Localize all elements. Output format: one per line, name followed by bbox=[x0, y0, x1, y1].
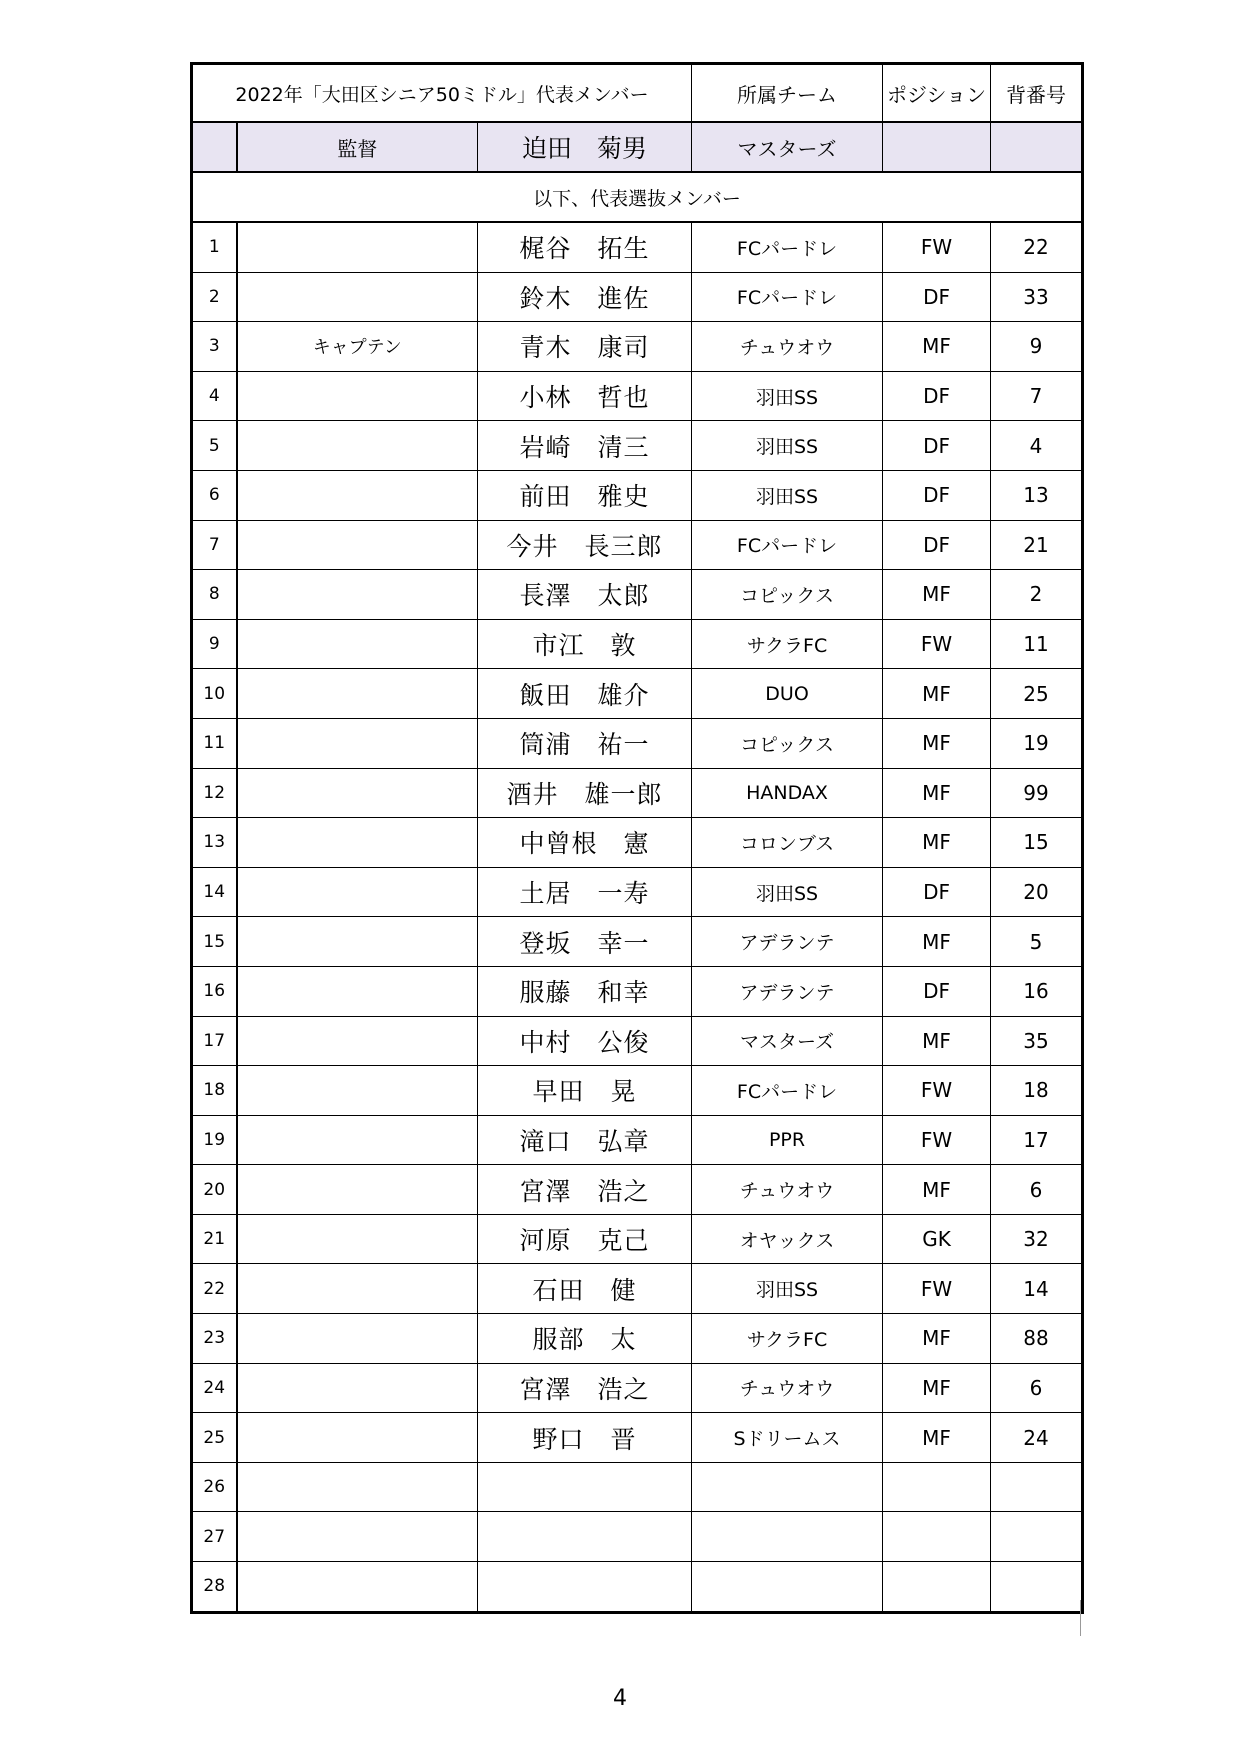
player-no: 18 bbox=[192, 1066, 237, 1116]
player-team: アデランテ bbox=[692, 966, 883, 1016]
player-no: 4 bbox=[192, 371, 237, 421]
table-row bbox=[192, 1562, 1083, 1613]
player-team: 羽田SS bbox=[692, 470, 883, 520]
player-role bbox=[237, 1115, 478, 1165]
player-team bbox=[692, 1562, 883, 1613]
player-no: 27 bbox=[192, 1512, 237, 1562]
player-number: 32 bbox=[991, 1214, 1083, 1264]
player-role bbox=[237, 718, 478, 768]
player-position: GK bbox=[883, 1214, 991, 1264]
position-column-header: ポジション bbox=[883, 64, 991, 123]
table-row bbox=[192, 1512, 1083, 1562]
player-role bbox=[237, 470, 478, 520]
player-position: MF bbox=[883, 669, 991, 719]
player-number: 5 bbox=[991, 917, 1083, 967]
coach-role: 監督 bbox=[237, 122, 478, 172]
player-no: 24 bbox=[192, 1363, 237, 1413]
player-position: DF bbox=[883, 371, 991, 421]
player-position: MF bbox=[883, 322, 991, 372]
player-position: FW bbox=[883, 619, 991, 669]
player-position: MF bbox=[883, 818, 991, 868]
player-role bbox=[237, 1264, 478, 1314]
table-row bbox=[192, 718, 1083, 768]
player-name: 宮澤 浩之 bbox=[478, 1165, 692, 1215]
player-team: 羽田SS bbox=[692, 1264, 883, 1314]
table-row bbox=[192, 1363, 1083, 1413]
player-position: MF bbox=[883, 1314, 991, 1364]
subheader-row bbox=[192, 172, 1083, 222]
player-team: サクラFC bbox=[692, 619, 883, 669]
player-position: FW bbox=[883, 1115, 991, 1165]
player-team: FCパードレ bbox=[692, 222, 883, 272]
player-role bbox=[237, 818, 478, 868]
player-position: MF bbox=[883, 917, 991, 967]
player-number: 21 bbox=[991, 520, 1083, 570]
player-number: 20 bbox=[991, 867, 1083, 917]
player-number bbox=[991, 1512, 1083, 1562]
player-team: コピックス bbox=[692, 718, 883, 768]
player-no: 14 bbox=[192, 867, 237, 917]
table-row bbox=[192, 272, 1083, 322]
coach-no-cell bbox=[192, 122, 237, 172]
player-number: 35 bbox=[991, 1016, 1083, 1066]
table-row bbox=[192, 966, 1083, 1016]
player-name: 中村 公俊 bbox=[478, 1016, 692, 1066]
player-position: MF bbox=[883, 1165, 991, 1215]
player-role bbox=[237, 1314, 478, 1364]
table-row bbox=[192, 619, 1083, 669]
player-number: 11 bbox=[991, 619, 1083, 669]
player-number: 13 bbox=[991, 470, 1083, 520]
table-row bbox=[192, 570, 1083, 620]
player-number: 6 bbox=[991, 1363, 1083, 1413]
player-no: 2 bbox=[192, 272, 237, 322]
table-row bbox=[192, 222, 1083, 272]
table-row bbox=[192, 1413, 1083, 1463]
player-name bbox=[478, 1512, 692, 1562]
player-no: 26 bbox=[192, 1462, 237, 1512]
player-position bbox=[883, 1462, 991, 1512]
player-number bbox=[991, 1462, 1083, 1512]
player-no: 23 bbox=[192, 1314, 237, 1364]
player-number: 19 bbox=[991, 718, 1083, 768]
table-row bbox=[192, 1264, 1083, 1314]
player-name: 市江 敦 bbox=[478, 619, 692, 669]
player-name bbox=[478, 1462, 692, 1512]
page-number: 4 bbox=[613, 1686, 627, 1711]
player-number bbox=[991, 1562, 1083, 1613]
player-number: 9 bbox=[991, 322, 1083, 372]
player-no: 3 bbox=[192, 322, 237, 372]
player-position: MF bbox=[883, 1413, 991, 1463]
player-name: 前田 雅史 bbox=[478, 470, 692, 520]
player-number: 17 bbox=[991, 1115, 1083, 1165]
player-position bbox=[883, 1512, 991, 1562]
coach-position-cell bbox=[883, 122, 991, 172]
table-row bbox=[192, 768, 1083, 818]
player-no: 5 bbox=[192, 421, 237, 471]
table-row bbox=[192, 1314, 1083, 1364]
table-row bbox=[192, 470, 1083, 520]
player-team: コロンブス bbox=[692, 818, 883, 868]
player-number: 7 bbox=[991, 371, 1083, 421]
player-role bbox=[237, 1066, 478, 1116]
player-team: FCパードレ bbox=[692, 520, 883, 570]
player-role bbox=[237, 669, 478, 719]
player-no: 25 bbox=[192, 1413, 237, 1463]
player-position bbox=[883, 1562, 991, 1613]
player-name: 河原 克己 bbox=[478, 1214, 692, 1264]
player-role bbox=[237, 570, 478, 620]
player-position: FW bbox=[883, 1066, 991, 1116]
player-position: DF bbox=[883, 421, 991, 471]
player-no: 10 bbox=[192, 669, 237, 719]
player-number: 99 bbox=[991, 768, 1083, 818]
table-row bbox=[192, 1115, 1083, 1165]
team-column-header: 所属チーム bbox=[692, 64, 883, 123]
selected-members-label: 以下、代表選抜メンバー bbox=[192, 172, 1083, 222]
player-name bbox=[478, 1562, 692, 1613]
player-role bbox=[237, 619, 478, 669]
player-position: MF bbox=[883, 1363, 991, 1413]
player-no: 22 bbox=[192, 1264, 237, 1314]
player-position: FW bbox=[883, 222, 991, 272]
player-team: 羽田SS bbox=[692, 867, 883, 917]
player-role bbox=[237, 520, 478, 570]
number-column-header: 背番号 bbox=[991, 64, 1083, 123]
player-team: HANDAX bbox=[692, 768, 883, 818]
table-row bbox=[192, 867, 1083, 917]
player-position: DF bbox=[883, 520, 991, 570]
player-no: 16 bbox=[192, 966, 237, 1016]
table-row bbox=[192, 1165, 1083, 1215]
player-no: 21 bbox=[192, 1214, 237, 1264]
player-name: 早田 晃 bbox=[478, 1066, 692, 1116]
player-role bbox=[237, 1562, 478, 1613]
player-number: 24 bbox=[991, 1413, 1083, 1463]
player-name: 石田 健 bbox=[478, 1264, 692, 1314]
player-position: DF bbox=[883, 470, 991, 520]
coach-name: 迫田 菊男 bbox=[478, 122, 692, 172]
player-name: 飯田 雄介 bbox=[478, 669, 692, 719]
player-no: 1 bbox=[192, 222, 237, 272]
player-number: 33 bbox=[991, 272, 1083, 322]
player-role bbox=[237, 1512, 478, 1562]
player-role bbox=[237, 1462, 478, 1512]
player-team: コピックス bbox=[692, 570, 883, 620]
player-role bbox=[237, 917, 478, 967]
roster-title: 2022年「大田区シニア50ミドル」代表メンバー bbox=[192, 64, 692, 123]
player-team: Sドリームス bbox=[692, 1413, 883, 1463]
player-no: 9 bbox=[192, 619, 237, 669]
player-team bbox=[692, 1512, 883, 1562]
player-position: MF bbox=[883, 1016, 991, 1066]
player-position: MF bbox=[883, 718, 991, 768]
player-role bbox=[237, 1413, 478, 1463]
table-row bbox=[192, 1066, 1083, 1116]
player-name: 野口 晋 bbox=[478, 1413, 692, 1463]
player-team: 羽田SS bbox=[692, 421, 883, 471]
player-number: 2 bbox=[991, 570, 1083, 620]
player-team: チュウオウ bbox=[692, 322, 883, 372]
player-number: 4 bbox=[991, 421, 1083, 471]
player-name: 宮澤 浩之 bbox=[478, 1363, 692, 1413]
player-name: 服部 太 bbox=[478, 1314, 692, 1364]
player-no: 17 bbox=[192, 1016, 237, 1066]
coach-number-cell bbox=[991, 122, 1083, 172]
table-row bbox=[192, 1462, 1083, 1512]
player-position: FW bbox=[883, 1264, 991, 1314]
player-team: PPR bbox=[692, 1115, 883, 1165]
player-number: 6 bbox=[991, 1165, 1083, 1215]
player-name: 登坂 幸一 bbox=[478, 917, 692, 967]
player-number: 16 bbox=[991, 966, 1083, 1016]
player-team: DUO bbox=[692, 669, 883, 719]
player-position: MF bbox=[883, 570, 991, 620]
side-margin-mark bbox=[1080, 1600, 1081, 1636]
player-name: 青木 康司 bbox=[478, 322, 692, 372]
player-position: DF bbox=[883, 272, 991, 322]
table-row bbox=[192, 669, 1083, 719]
header-row bbox=[192, 64, 1083, 123]
player-name: 岩崎 清三 bbox=[478, 421, 692, 471]
player-role bbox=[237, 222, 478, 272]
player-name: 筒浦 祐一 bbox=[478, 718, 692, 768]
player-no: 13 bbox=[192, 818, 237, 868]
player-role bbox=[237, 272, 478, 322]
table-row bbox=[192, 520, 1083, 570]
player-role bbox=[237, 1016, 478, 1066]
player-team: FCパードレ bbox=[692, 272, 883, 322]
player-team: FCパードレ bbox=[692, 1066, 883, 1116]
player-team bbox=[692, 1462, 883, 1512]
player-position: MF bbox=[883, 768, 991, 818]
player-role bbox=[237, 371, 478, 421]
table-row bbox=[192, 322, 1083, 372]
table-row bbox=[192, 421, 1083, 471]
player-team: 羽田SS bbox=[692, 371, 883, 421]
player-team: アデランテ bbox=[692, 917, 883, 967]
player-number: 22 bbox=[991, 222, 1083, 272]
player-team: サクラFC bbox=[692, 1314, 883, 1364]
player-no: 7 bbox=[192, 520, 237, 570]
player-role bbox=[237, 421, 478, 471]
player-no: 20 bbox=[192, 1165, 237, 1215]
player-role bbox=[237, 1165, 478, 1215]
player-name: 鈴木 進佐 bbox=[478, 272, 692, 322]
player-no: 11 bbox=[192, 718, 237, 768]
player-no: 15 bbox=[192, 917, 237, 967]
player-role bbox=[237, 867, 478, 917]
table-row bbox=[192, 917, 1083, 967]
player-name: 中曾根 憲 bbox=[478, 818, 692, 868]
player-role bbox=[237, 1363, 478, 1413]
player-name: 今井 長三郎 bbox=[478, 520, 692, 570]
player-role: キャプテン bbox=[237, 322, 478, 372]
player-name: 梶谷 拓生 bbox=[478, 222, 692, 272]
coach-row bbox=[192, 122, 1083, 172]
player-number: 25 bbox=[991, 669, 1083, 719]
player-name: 服藤 和幸 bbox=[478, 966, 692, 1016]
player-no: 6 bbox=[192, 470, 237, 520]
player-team: チュウオウ bbox=[692, 1165, 883, 1215]
table-row bbox=[192, 371, 1083, 421]
player-no: 8 bbox=[192, 570, 237, 620]
player-no: 12 bbox=[192, 768, 237, 818]
player-position: DF bbox=[883, 966, 991, 1016]
player-role bbox=[237, 966, 478, 1016]
player-no: 28 bbox=[192, 1562, 237, 1613]
player-team: オヤックス bbox=[692, 1214, 883, 1264]
player-name: 長澤 太郎 bbox=[478, 570, 692, 620]
player-role bbox=[237, 768, 478, 818]
player-number: 18 bbox=[991, 1066, 1083, 1116]
table-row bbox=[192, 1214, 1083, 1264]
player-name: 滝口 弘章 bbox=[478, 1115, 692, 1165]
player-name: 酒井 雄一郎 bbox=[478, 768, 692, 818]
player-team: マスターズ bbox=[692, 1016, 883, 1066]
table-row bbox=[192, 1016, 1083, 1066]
table-row bbox=[192, 818, 1083, 868]
player-no: 19 bbox=[192, 1115, 237, 1165]
player-number: 15 bbox=[991, 818, 1083, 868]
player-number: 88 bbox=[991, 1314, 1083, 1364]
player-name: 小林 哲也 bbox=[478, 371, 692, 421]
player-number: 14 bbox=[991, 1264, 1083, 1314]
player-role bbox=[237, 1214, 478, 1264]
roster-table bbox=[190, 62, 1084, 1614]
player-position: DF bbox=[883, 867, 991, 917]
player-team: チュウオウ bbox=[692, 1363, 883, 1413]
player-name: 土居 一寿 bbox=[478, 867, 692, 917]
coach-team: マスターズ bbox=[692, 122, 883, 172]
